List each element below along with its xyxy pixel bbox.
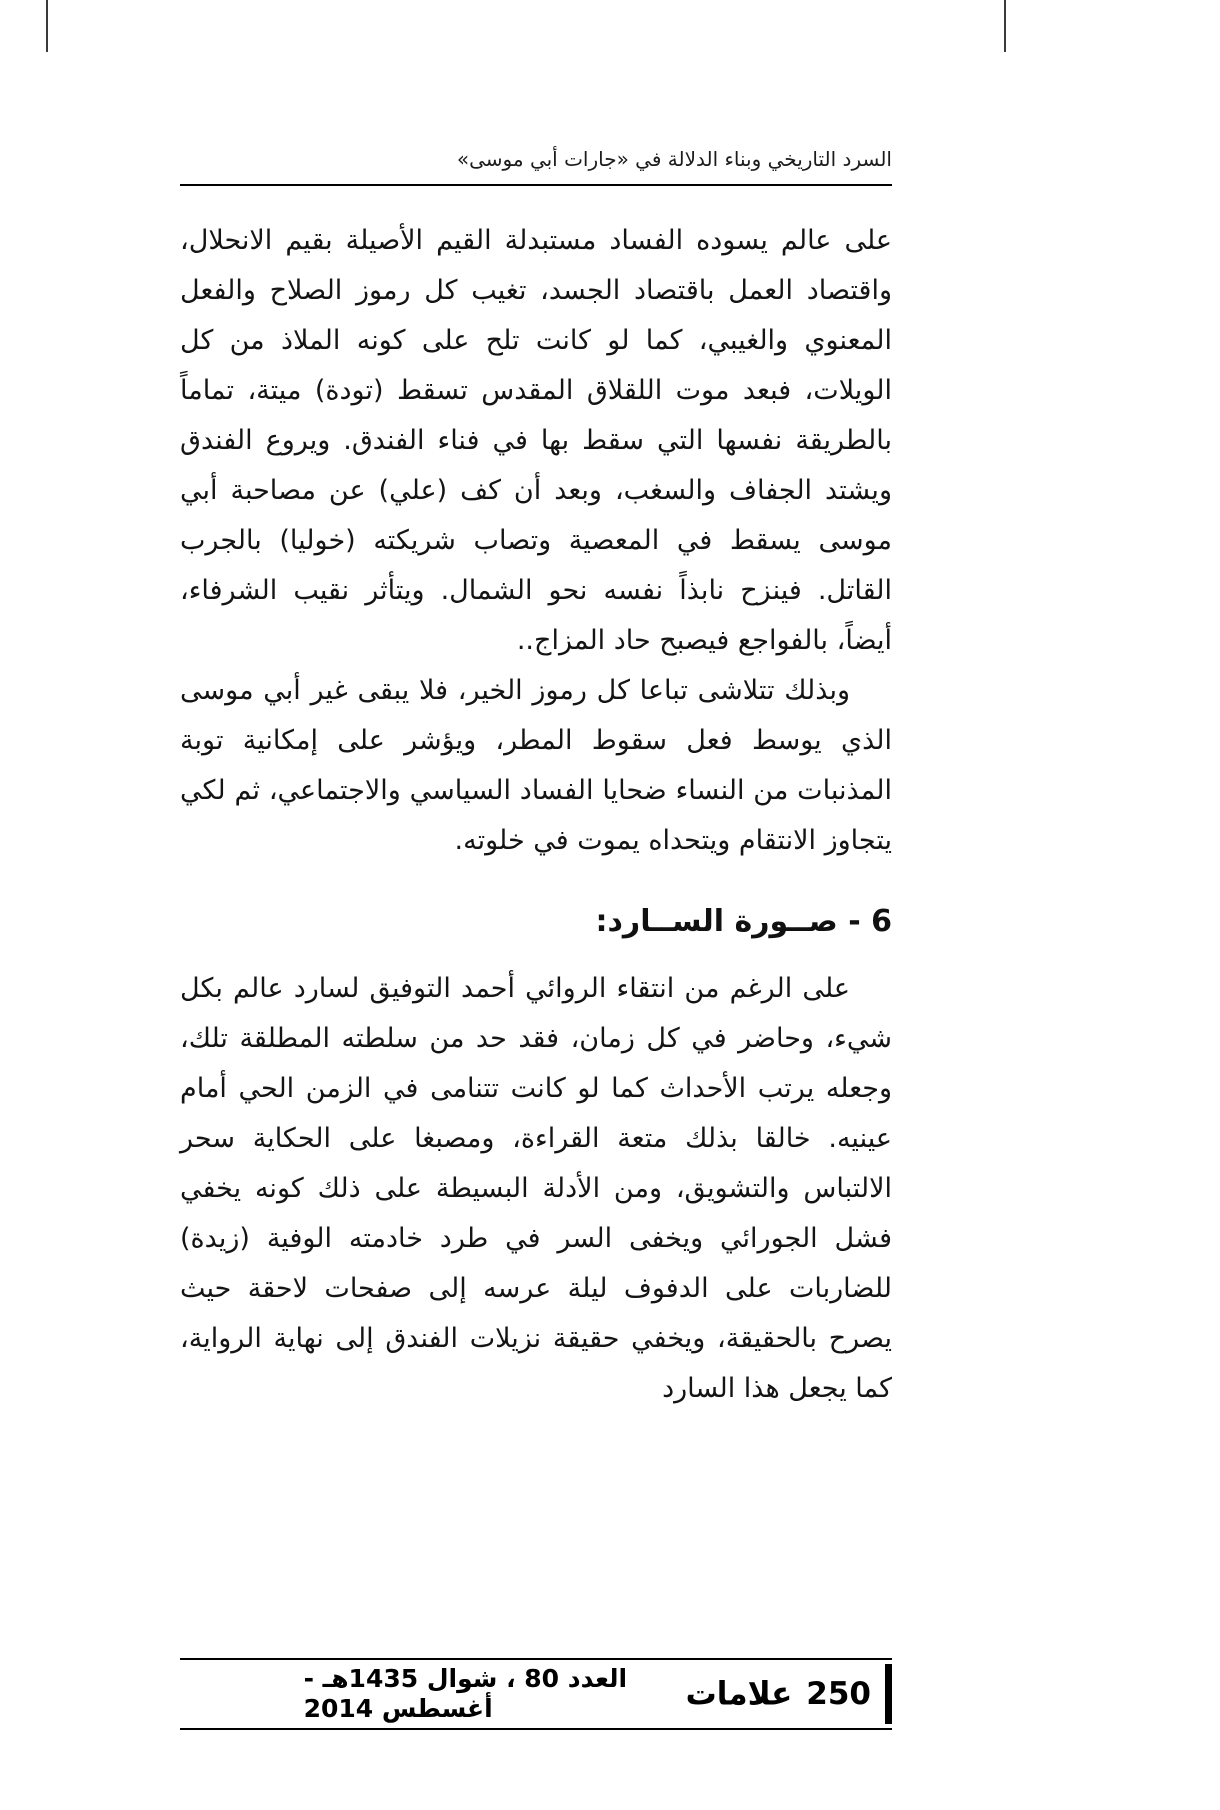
page-header xyxy=(180,146,892,186)
running-head-title: السرد التاريخي وبناء الدلالة في «جارات أبي موسى» xyxy=(456,147,892,171)
page-number: 250 xyxy=(806,1675,871,1712)
header-rule xyxy=(180,184,892,186)
crop-mark-top-right xyxy=(1004,0,1006,52)
issue-info: العدد 80 ، شوال 1435هـ - أغسطس 2014 xyxy=(303,1664,628,1723)
paragraph: على عالم يسوده الفساد مستبدلة القيم الأصيلة بقيم الانحلال، واقتصاد العمل باقتصاد الجسد، تغيب كل رموز الصلاح والفعل المعنوي والغيبي، كما لو كانت تلح على كونه الملاذ من كل الويلات، فبعد موت اللقلاق المقدس تسقط (تودة) ميتة، تماماً بالطريقة نفسها التي سقط بها في فناء الفندق. ويروع الفندق ويشتد الجفاف والسغب، وبعد أن كف (علي) عن مصاحبة أبي موسى يسقط في المعصية وتصاب شريكته (خوليا) بالجرب القاتل. فينزح نابذاً نفسه نحو الشمال. ويتأثر نقيب الشرفاء، أيضاً، بالفواجع فيصبح حاد المزاج.. xyxy=(180,225,892,656)
journal-logo: علامات xyxy=(685,1675,793,1713)
page-footer xyxy=(180,1658,892,1730)
page-content xyxy=(180,146,892,1414)
footer-bar xyxy=(885,1664,892,1724)
article-body xyxy=(180,216,892,1414)
footer-row xyxy=(180,1664,892,1724)
section-heading: 6 - صــورة الســارد: xyxy=(595,904,892,939)
crop-mark-top-left xyxy=(46,0,48,52)
paragraph: وبذلك تتلاشى تباعا كل رموز الخير، فلا يبقى غير أبي موسى الذي يوسط فعل سقوط المطر، ويؤشر على إمكانية توبة المذنبات من النساء ضحايا الفساد السياسي والاجتماعي، ثم لكي يتجاوز الانتقام ويتحداه يموت في خلوته. xyxy=(180,675,892,856)
paragraph: على الرغم من انتقاء الروائي أحمد التوفيق لسارد عالم بكل شيء، وحاضر في كل زمان، فقد حد من سلطته المطلقة تلك، وجعله يرتب الأحداث كما لو كانت تتنامى في الزمن الحي أمام عينيه. خالقا بذلك متعة القراءة، ومصبغا على الحكاية سحر الالتباس والتشويق، ومن الأدلة البسيطة على ذلك كونه يخفي فشل الجورائي ويخفى السر في طرد خادمته الوفية (زيدة) للضاربات على الدفوف ليلة عرسه إلى صفحات لاحقة حيث يصرح بالحقيقة، ويخفي حقيقة نزيلات الفندق إلى نهاية الرواية، كما يجعل هذا السارد xyxy=(180,973,892,1404)
